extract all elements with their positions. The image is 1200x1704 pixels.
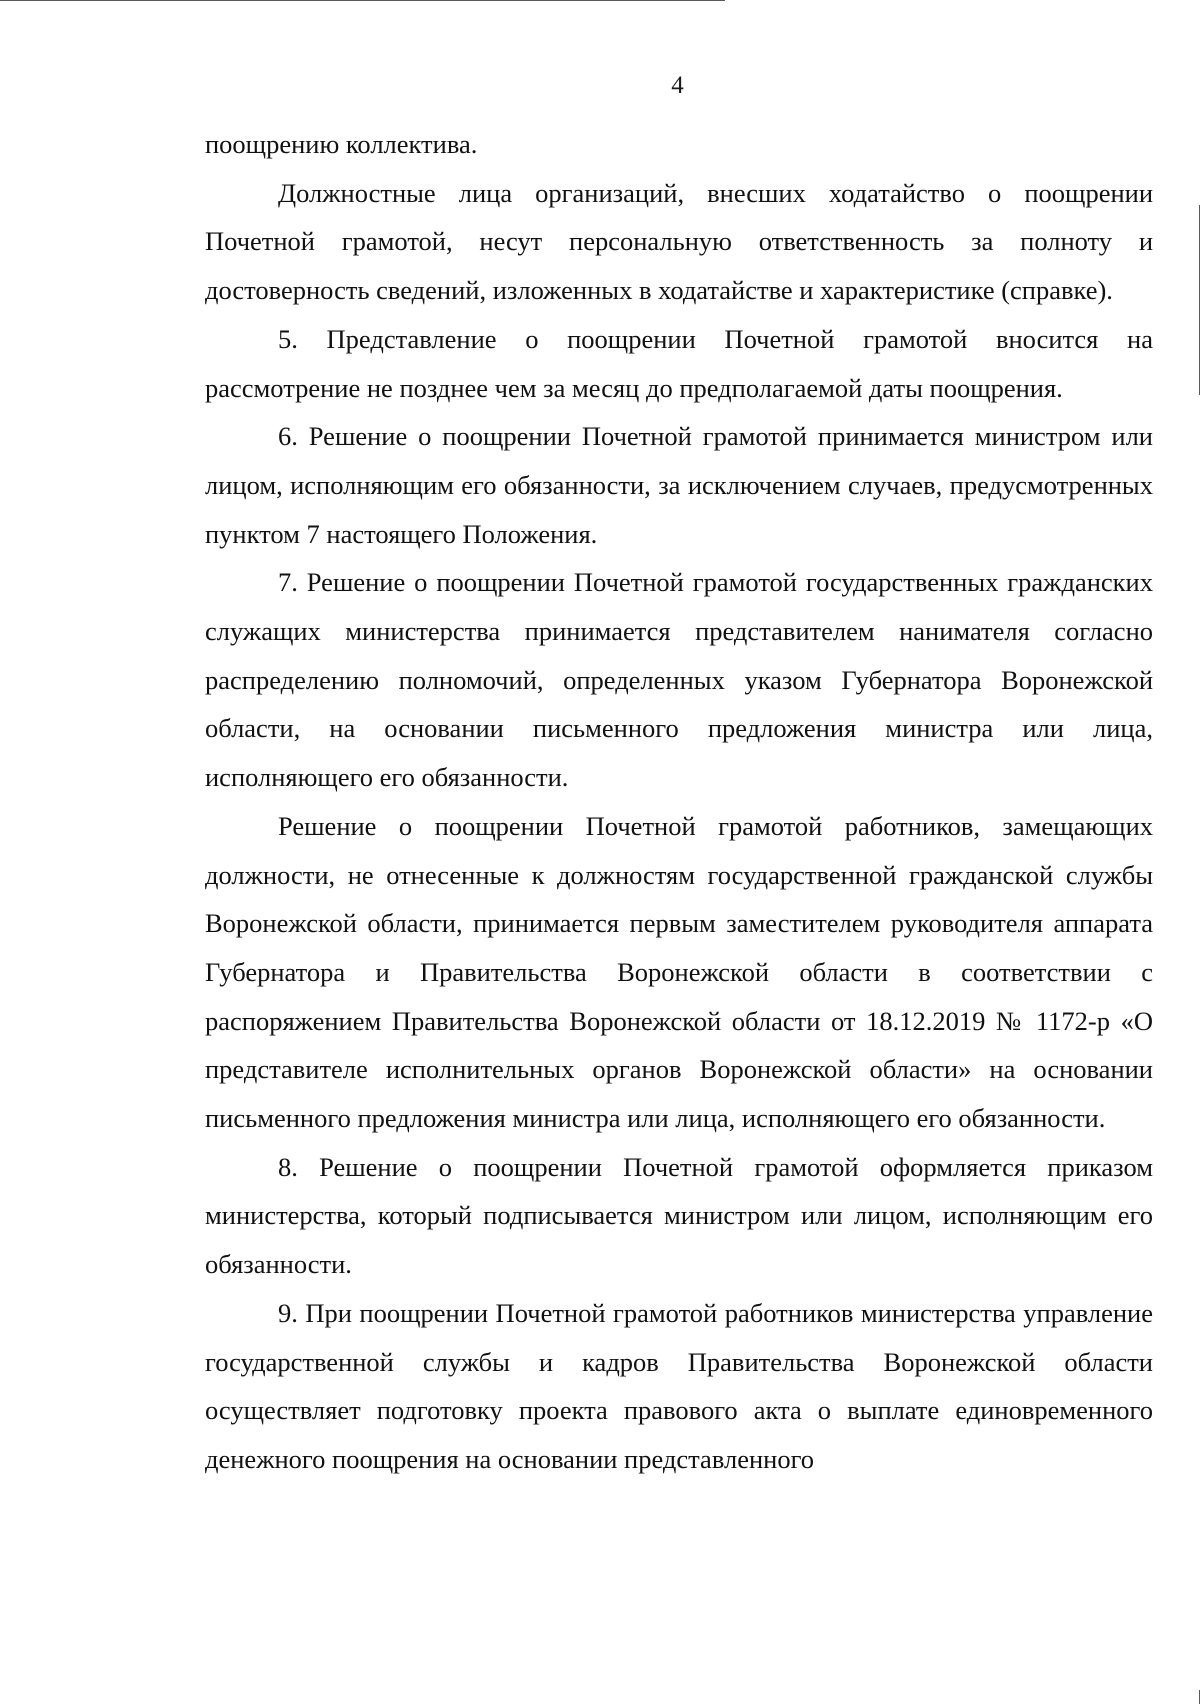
paragraph-item-8: 8. Решение о поощрении Почетной грамотой оформляется приказом министерства, который подписывается министром или лицом, исполняющим его обязанности. [205, 1151, 1153, 1280]
paragraph-item-7-workers: Решение о поощрении Почетной грамотой работников, замещающих должности, не отнесенные к должностям государственной гражданской службы Воронежской области, принимается первым заместителем руководителя аппарата Губернатора и Правительства Воронежской области в соответствии с распоряжением Правительства Воронежской области от 18.12.2019 № 1172-р «О представителе исполнительных органов Воронежской области» на основании письменного предложения министра или лица, исполняющего его обязанности. [205, 810, 1153, 1134]
paragraph-item-9: 9. При поощрении Почетной грамотой работников министерства управление государственной службы и кадров Правительства Воронежской области осуществляет подготовку проекта правового акта о выплате единовременного денежного поощрения на основании представленного [205, 1297, 1153, 1474]
page-number: 4 [671, 72, 684, 99]
document-body [205, 120, 1153, 1484]
paragraph-continuation: поощрению коллектива. [205, 129, 478, 159]
paragraph-item-6: 6. Решение о поощрении Почетной грамотой принимается министром или лицом, исполняющим его обязанности, за исключением случаев, предусмотренных пунктом 7 настоящего Положения. [205, 421, 1153, 549]
paragraph-responsibility: Должностные лица организаций, внесших ходатайство о поощрении Почетной грамотой, несут персональную ответственность за полноту и достоверность сведений, изложенных в ходатайстве и характеристике (справке). [205, 177, 1153, 306]
paragraph-item-7: 7. Решение о поощрении Почетной грамотой государственных гражданских служащих министерства принимается представителем нанимателя согласно распределению полномочий, определенных указом Губернатора Воронежской области, на основании письменного предложения министра или лица, исполняющего его обязанности. [205, 567, 1153, 793]
scan-edge-top [0, 0, 725, 1]
paragraph-item-5: 5. Представление о поощрении Почетной грамотой вносится на рассмотрение не позднее чем за месяц до предполагаемой даты поощрения. [205, 323, 1153, 403]
